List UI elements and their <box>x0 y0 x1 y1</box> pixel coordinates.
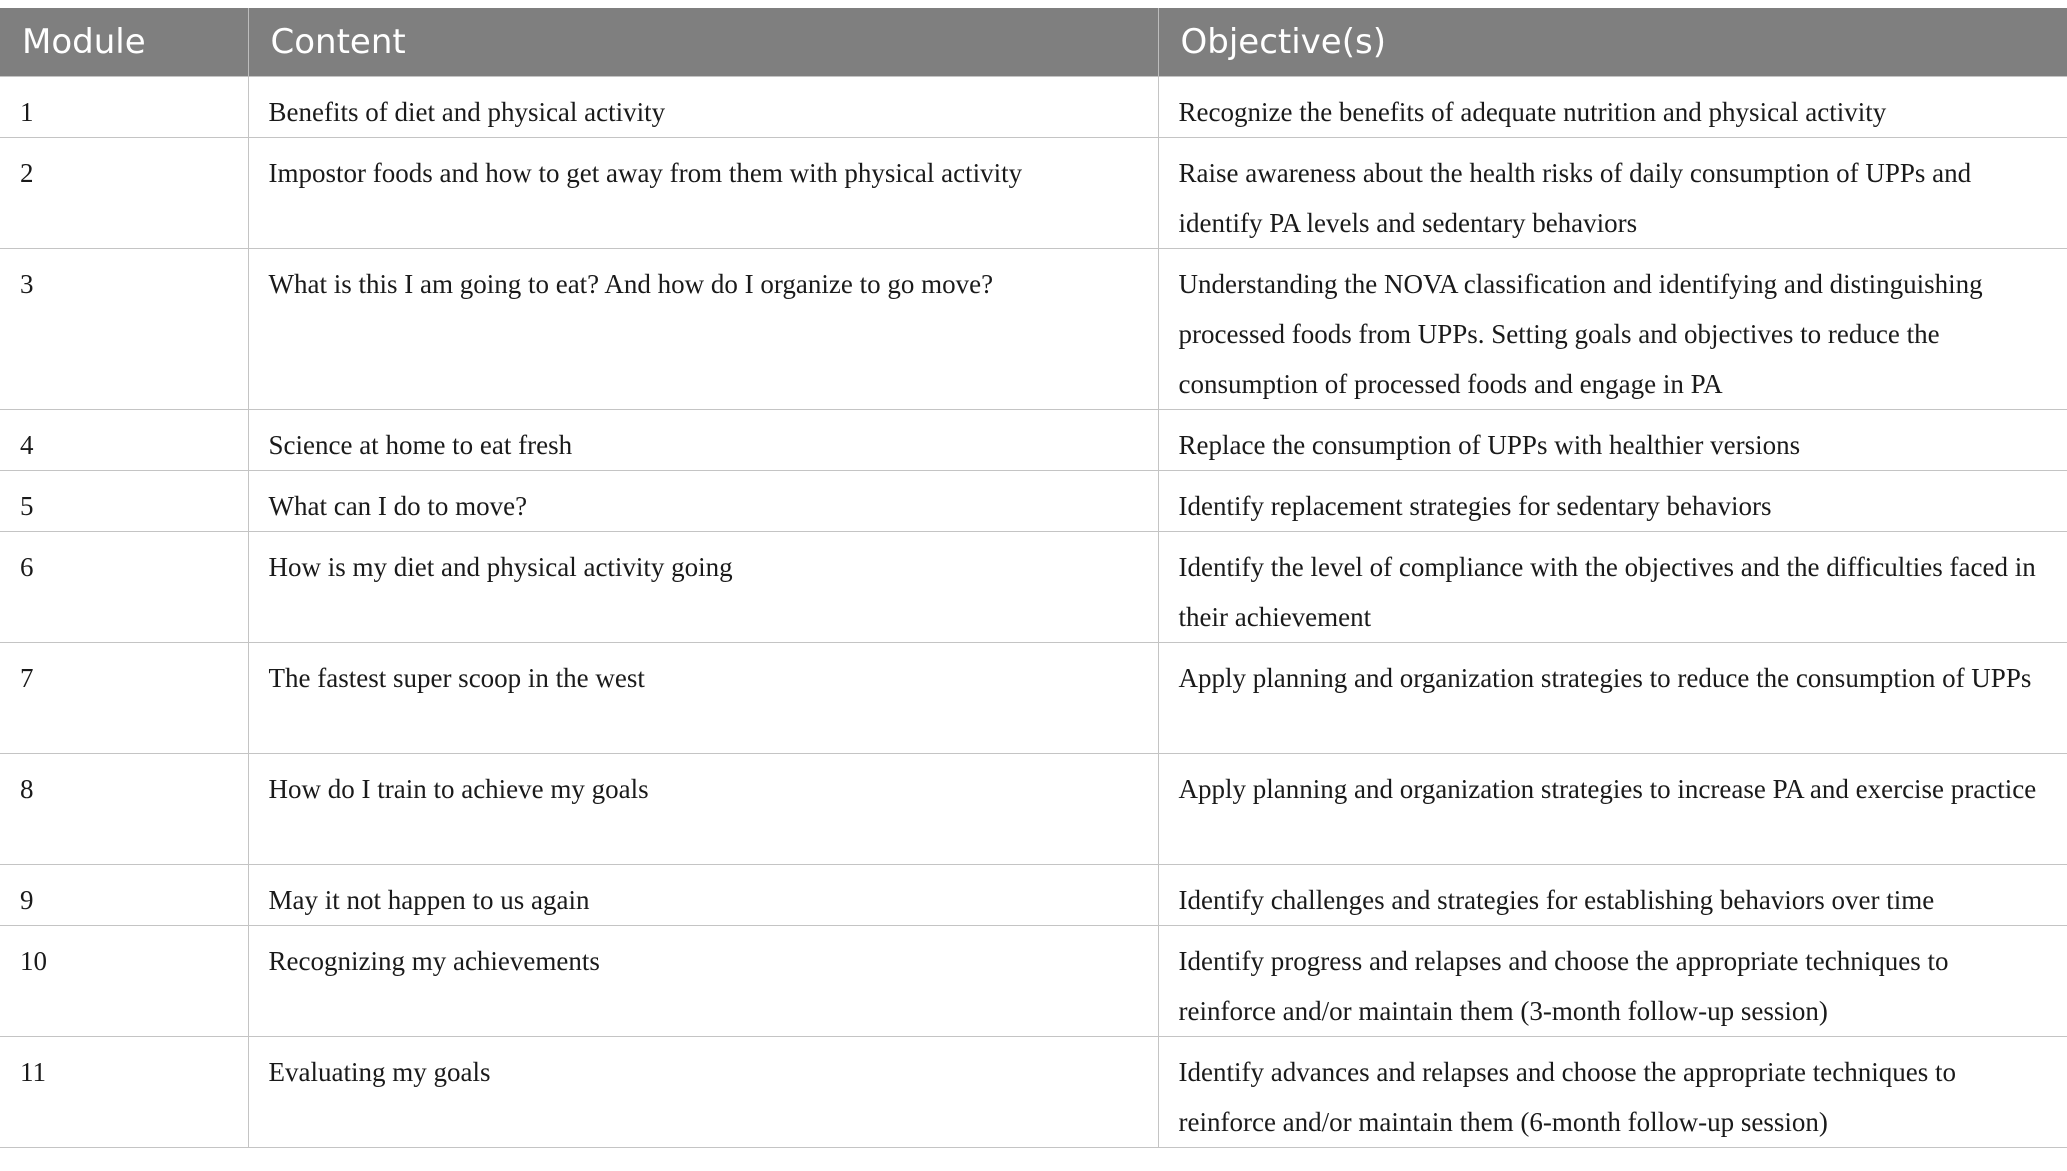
objective-cell: Identify replacement strategies for sedentary behaviors <box>1158 471 2067 532</box>
objective-cell: Apply planning and organization strategies to reduce the consumption of UPPs <box>1158 643 2067 754</box>
objective-cell: Identify advances and relapses and choose the appropriate techniques to reinforce and/or maintain them (6-month follow-up session) <box>1158 1037 2067 1148</box>
module-cell: 2 <box>0 138 248 249</box>
module-cell: 4 <box>0 410 248 471</box>
objective-cell: Recognize the benefits of adequate nutrition and physical activity <box>1158 77 2067 138</box>
header-objectives: Objective(s) <box>1158 8 2067 77</box>
table-header-row <box>0 8 2067 77</box>
objective-cell: Understanding the NOVA classification and identifying and distinguishing processed foods from UPPs. Setting goals and objectives to reduce the consumption of processed foods and engage in PA <box>1158 249 2067 410</box>
content-cell: Evaluating my goals <box>248 1037 1158 1148</box>
table-row <box>0 410 2067 471</box>
module-cell: 6 <box>0 532 248 643</box>
content-cell: Science at home to eat fresh <box>248 410 1158 471</box>
module-cell: 11 <box>0 1037 248 1148</box>
content-cell: How is my diet and physical activity going <box>248 532 1158 643</box>
table-row <box>0 77 2067 138</box>
content-cell: Impostor foods and how to get away from them with physical activity <box>248 138 1158 249</box>
module-cell: 5 <box>0 471 248 532</box>
module-cell: 1 <box>0 77 248 138</box>
module-cell: 10 <box>0 926 248 1037</box>
module-cell: 7 <box>0 643 248 754</box>
objective-cell: Identify challenges and strategies for establishing behaviors over time <box>1158 865 2067 926</box>
objective-cell: Replace the consumption of UPPs with healthier versions <box>1158 410 2067 471</box>
content-cell: How do I train to achieve my goals <box>248 754 1158 865</box>
content-cell: The fastest super scoop in the west <box>248 643 1158 754</box>
content-cell: May it not happen to us again <box>248 865 1158 926</box>
header-module: Module <box>0 8 248 77</box>
table-body <box>0 77 2067 1148</box>
content-cell: What is this I am going to eat? And how do I organize to go move? <box>248 249 1158 410</box>
table-row <box>0 926 2067 1037</box>
header-content: Content <box>248 8 1158 77</box>
table-row <box>0 754 2067 865</box>
modules-table <box>0 8 2067 1148</box>
objective-cell: Raise awareness about the health risks of daily consumption of UPPs and identify PA levels and sedentary behaviors <box>1158 138 2067 249</box>
table-row <box>0 1037 2067 1148</box>
table-row <box>0 643 2067 754</box>
content-cell: What can I do to move? <box>248 471 1158 532</box>
objective-cell: Identify the level of compliance with the objectives and the difficulties faced in their achievement <box>1158 532 2067 643</box>
objective-cell: Identify progress and relapses and choose the appropriate techniques to reinforce and/or maintain them (3-month follow-up session) <box>1158 926 2067 1037</box>
module-cell: 8 <box>0 754 248 865</box>
content-cell: Benefits of diet and physical activity <box>248 77 1158 138</box>
content-cell: Recognizing my achievements <box>248 926 1158 1037</box>
module-cell: 9 <box>0 865 248 926</box>
module-cell: 3 <box>0 249 248 410</box>
objective-cell: Apply planning and organization strategies to increase PA and exercise practice <box>1158 754 2067 865</box>
modules-table-container <box>0 8 2067 1148</box>
table-row <box>0 532 2067 643</box>
table-row <box>0 249 2067 410</box>
table-row <box>0 471 2067 532</box>
table-row <box>0 138 2067 249</box>
table-row <box>0 865 2067 926</box>
